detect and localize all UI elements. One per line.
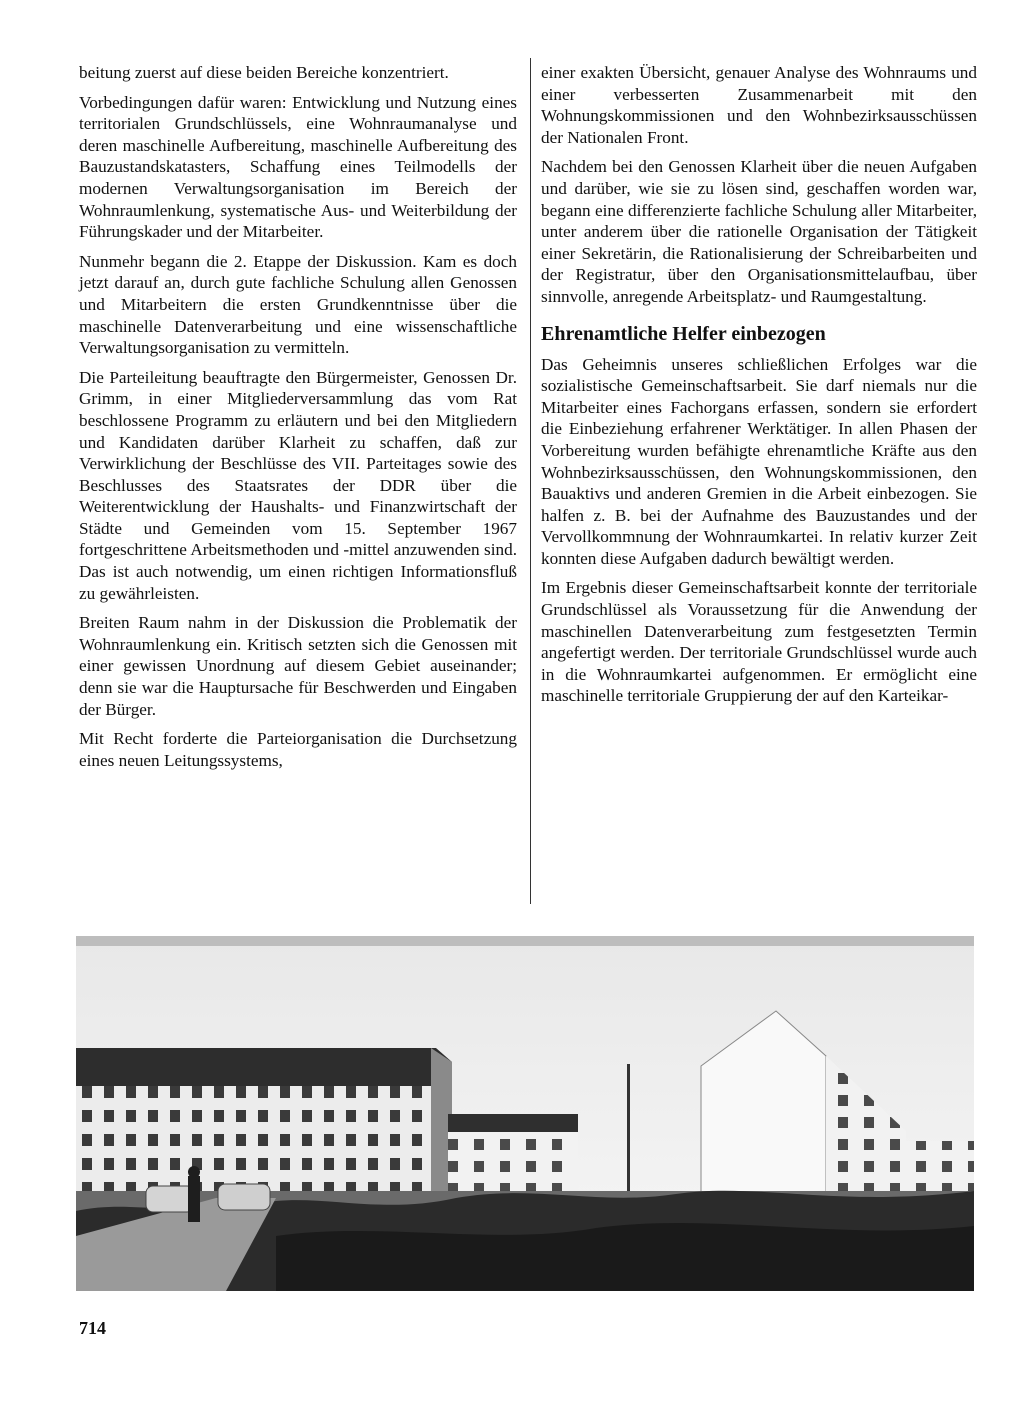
paragraph: Die Parteileitung beauftragte den Bürgermeister, Genossen Dr. Grimm, in einer Mitgliederversammlung das vom Rat beschlossene Programm zu erläutern und bei den Mitgliedern und Kandidaten darüber Klarheit zu schaffen, daß zur Verwirklichung der Beschlüsse des VII. Parteitages sowie des Beschlusses des Staatsrates der DDR über die Weiterentwicklung der Haushalts- und Finanzwirtschaft der Städte und Gemeinden vom 15. September 1967 fortgeschrittene Arbeitsmethoden und -mittel anzuwenden sind. Das ist auch notwendig, um einen richtigen Informationsfluß zu gewährleisten.: [79, 367, 517, 603]
paragraph: Nunmehr begann die 2. Etappe der Diskussion. Kam es doch jetzt darauf an, durch gute fachliche Schulung allen Genossen und Mitarbeitern die ersten Grundkenntnisse über die maschinelle Datenverarbeitung und eine wissenschaftliche Verwaltungsorganisation zu vermitteln.: [79, 251, 517, 358]
car: [218, 1184, 270, 1210]
middle-building: [448, 1132, 578, 1200]
car: [146, 1186, 194, 1212]
page-number: 714: [79, 1318, 106, 1338]
paragraph: Nachdem bei den Genossen Klarheit über die neuen Aufgaben und darüber, wie sie zu lösen sind, geschaffen worden war, begann eine differenzierte fachliche Schulung aller Mitarbeiter, unter anderem über die rationelle Organisation der Tätigkeit einer Sekretärin, die Rationalisierung der Schreibarbeiten und der Registratur, über den Organisationsmittelaufbau, über sinnvolle, anregende Arbeitsplatz- und Raumgestaltung.: [541, 157, 977, 306]
paragraph: Mit Recht forderte die Parteiorganisation die Durchsetzung eines neuen Leitungssystems,: [79, 729, 517, 770]
right-text-column: [541, 62, 977, 715]
column-divider: [530, 58, 531, 904]
photo-illustration: [76, 936, 974, 1291]
left-building: [76, 1086, 431, 1196]
left-text-column: [79, 62, 517, 779]
paragraph: beitung zuerst auf diese beiden Bereiche konzentriert.: [79, 63, 449, 82]
paragraph: einer exakten Übersicht, genauer Analyse des Wohnraums und einer verbesserten Zusammenarbeit mit den Wohnungskommissionen und den Wohnbezirksausschüssen der Nationalen Front.: [541, 63, 977, 147]
pole: [627, 1064, 630, 1204]
paragraph: Im Ergebnis dieser Gemeinschaftsarbeit konnte der territoriale Grundschlüssel als Voraussetzung für die Anwendung der maschinellen Datenverarbeitung zum festgesetzten Termin angefertigt werden. Der territoriale Grundschlüssel wurde auch in die Wohnraumkartei aufgenommen. Er ermöglicht eine maschinelle territoriale Gruppierung der auf den Karteikar-: [541, 578, 977, 706]
section-heading: Ehrenamtliche Helfer einbezogen: [541, 322, 826, 345]
paragraph: Das Geheimnis unseres schließlichen Erfolges war die sozialistische Gemeinschaftsarbeit. Sie darf niemals nur die Mitarbeiter eines Fachorgans erfassen, sondern sie erfordert die Einbeziehung erfahrener Werktätiger. In allen Phasen der Vorbereitung wurden befähigte ehrenamtliche Kräfte aus den Wohnbezirksausschüssen, den Wohnungskommissionen, den Bauaktivs und anderen Gremien in die Arbeit einbezogen. Sie halfen z. B. bei der Aufnahme des Bauzustandes und der Vervollkommnung der Wohnraumkartei. In relativ kurzer Zeit konnten diese Aufgaben dadurch bewältigt werden.: [541, 354, 977, 568]
person: [188, 1176, 200, 1222]
paragraph: Breiten Raum nahm in der Diskussion die Problematik der Wohnraumlenkung ein. Kritisch setzten sich die Genossen mit einer gewissen Unordnung auf diesem Gebiet auseinander; denn sie war die Hauptursache für Beschwerden und Eingaben der Bürger.: [79, 613, 517, 719]
photo-housing-blocks: [76, 936, 974, 1291]
paragraph: Vorbedingungen dafür waren: Entwicklung und Nutzung eines territorialen Grundschlüssels, eine Wohnraumanalyse und deren maschinelle Aufbereitung, maschinelle Aufbereitung des Bauzustandskatasters, Schaffung eines Teilmodells der modernen Verwaltungsorganisation im Bereich der Wohnraumlenkung, systematische Aus- und Weiterbildung der Führungskader und der Mitarbeiter.: [79, 92, 517, 242]
